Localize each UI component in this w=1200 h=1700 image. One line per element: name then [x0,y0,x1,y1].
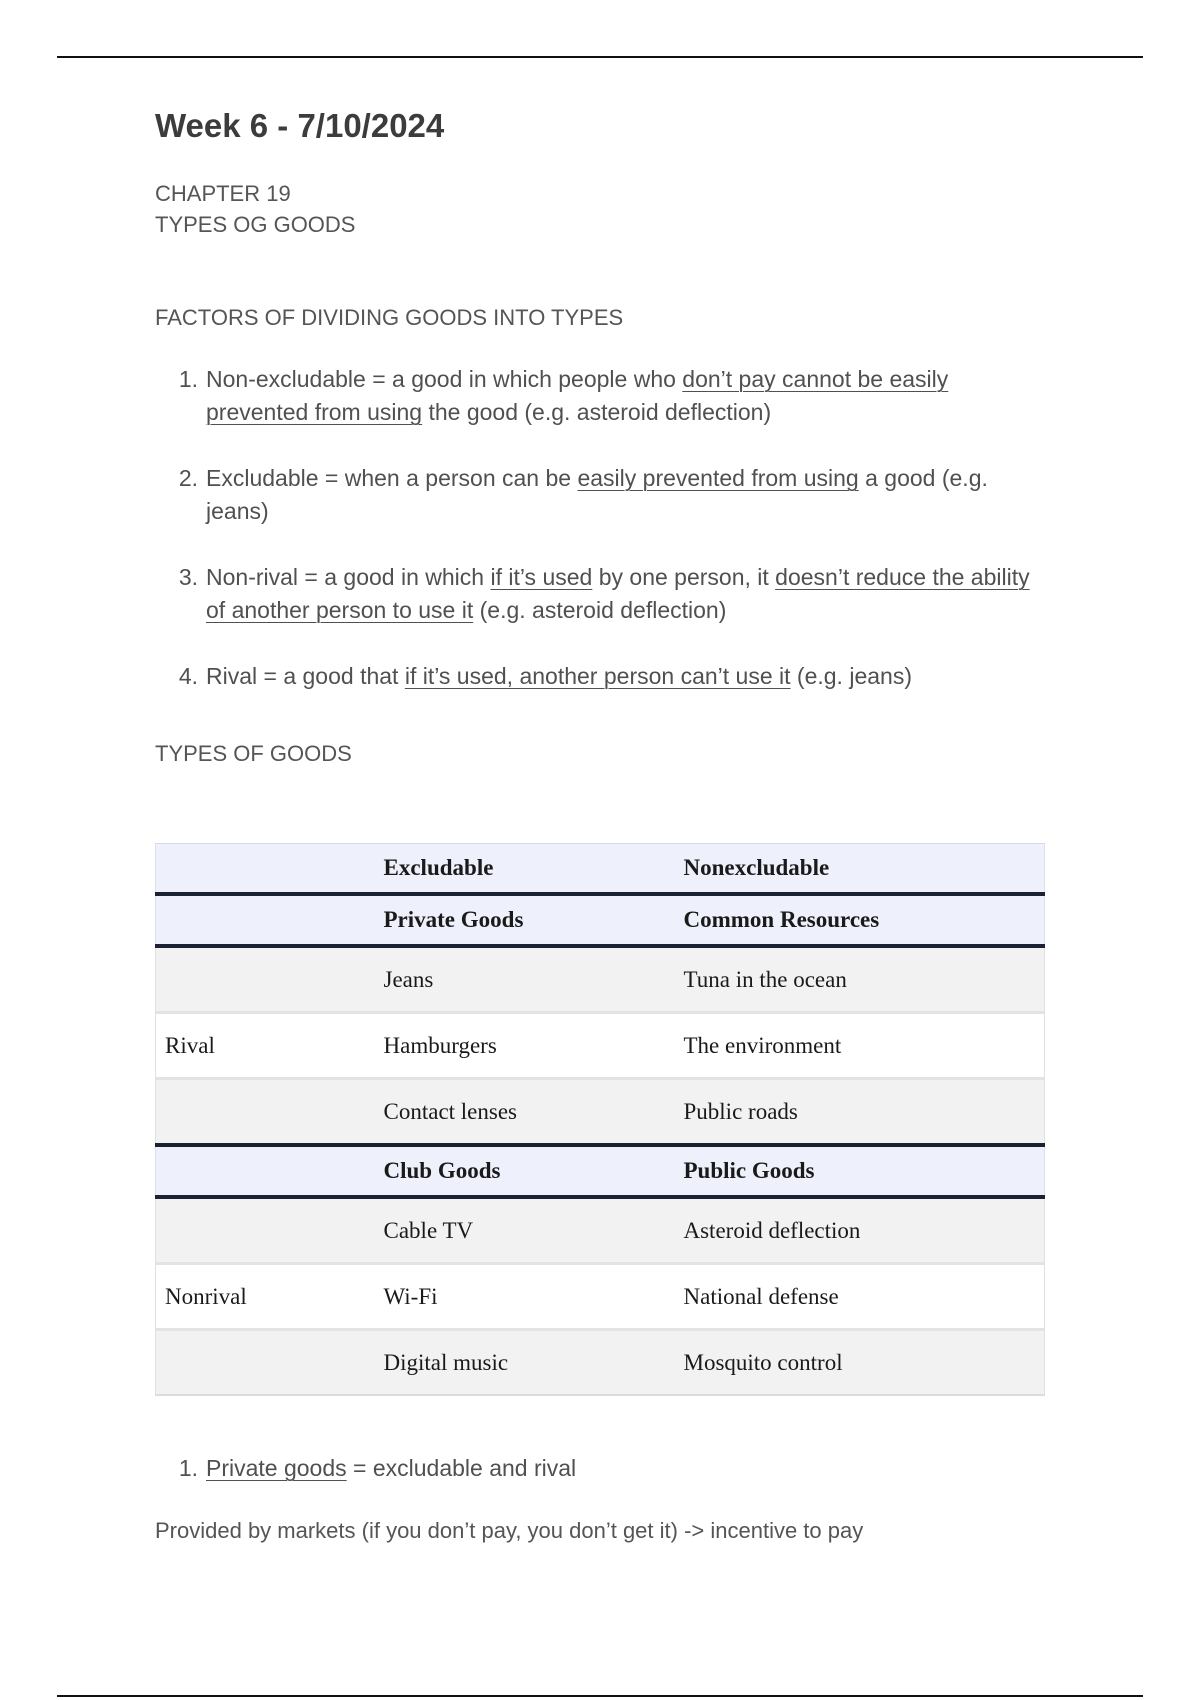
types-of-goods-table [155,843,1045,1396]
notes-page [155,104,1055,769]
table-row: Cable TV Asteroid deflection [156,1197,1045,1264]
table-row: Nonrival Wi-Fi National defense [156,1264,1045,1330]
table-subheader-row [156,1145,1045,1197]
list-item: 4. Rival = a good that if it’s used, another person can’t use it (e.g. jeans) [178,663,912,689]
bottom-rule [57,1695,1143,1697]
page-title: Week 6 - 7/10/2024 [155,107,445,144]
column-header-excludable: Excludable [366,844,666,895]
row-label-nonrival: Nonrival [156,1264,366,1330]
summary-list [155,1452,1055,1485]
table-subheader-row [156,894,1045,946]
list-item: 1. Non-excludable = a good in which people who don’t pay cannot be easily prevented from using the good (e.g. asteroid deflection) [178,366,949,425]
row-label-rival: Rival [156,1013,366,1079]
table-header-row [156,844,1045,895]
table-row: Contact lenses Public roads [156,1079,1045,1146]
category-common-resources: Common Resources [666,894,1045,946]
chapter-label: CHAPTER 19 [155,181,291,206]
factors-list [155,363,1055,693]
category-private-goods: Private Goods [366,894,666,946]
table-row: Rival Hamburgers The environment [156,1013,1045,1079]
underlined-phrase: Private goods [206,1455,347,1481]
category-public-goods: Public Goods [666,1145,1045,1197]
underlined-phrase: easily prevented from using [577,465,859,491]
factors-heading: FACTORS OF DIVIDING GOODS INTO TYPES [155,305,624,330]
list-item: 2. Excludable = when a person can be easily prevented from using a good (e.g. jeans) [178,465,988,524]
types-heading: TYPES OF GOODS [155,741,352,766]
underlined-phrase: if it’s used [490,564,593,590]
chapter-subtitle: TYPES OG GOODS [155,212,356,237]
table-row: Jeans Tuna in the ocean [156,946,1045,1013]
underlined-phrase: don’t pay cannot be easily prevented from using [206,366,949,425]
summary-note: Provided by markets (if you don’t pay, you don’t get it) -> incentive to pay [155,1518,864,1543]
column-header-nonexcludable: Nonexcludable [666,844,1045,895]
top-rule [57,56,1143,58]
list-item: 1. Private goods = excludable and rival [178,1455,577,1481]
list-item: 3. Non-rival = a good in which if it’s used by one person, it doesn’t reduce the ability of another person to use it (e.g. asteroid deflection) [178,564,1030,623]
underlined-phrase: if it’s used, another person can’t use it [404,663,791,689]
table-row: Digital music Mosquito control [156,1330,1045,1396]
category-club-goods: Club Goods [366,1145,666,1197]
summary-section [155,1452,1055,1546]
underlined-phrase: doesn’t reduce the ability of another person to use it [206,564,1030,623]
